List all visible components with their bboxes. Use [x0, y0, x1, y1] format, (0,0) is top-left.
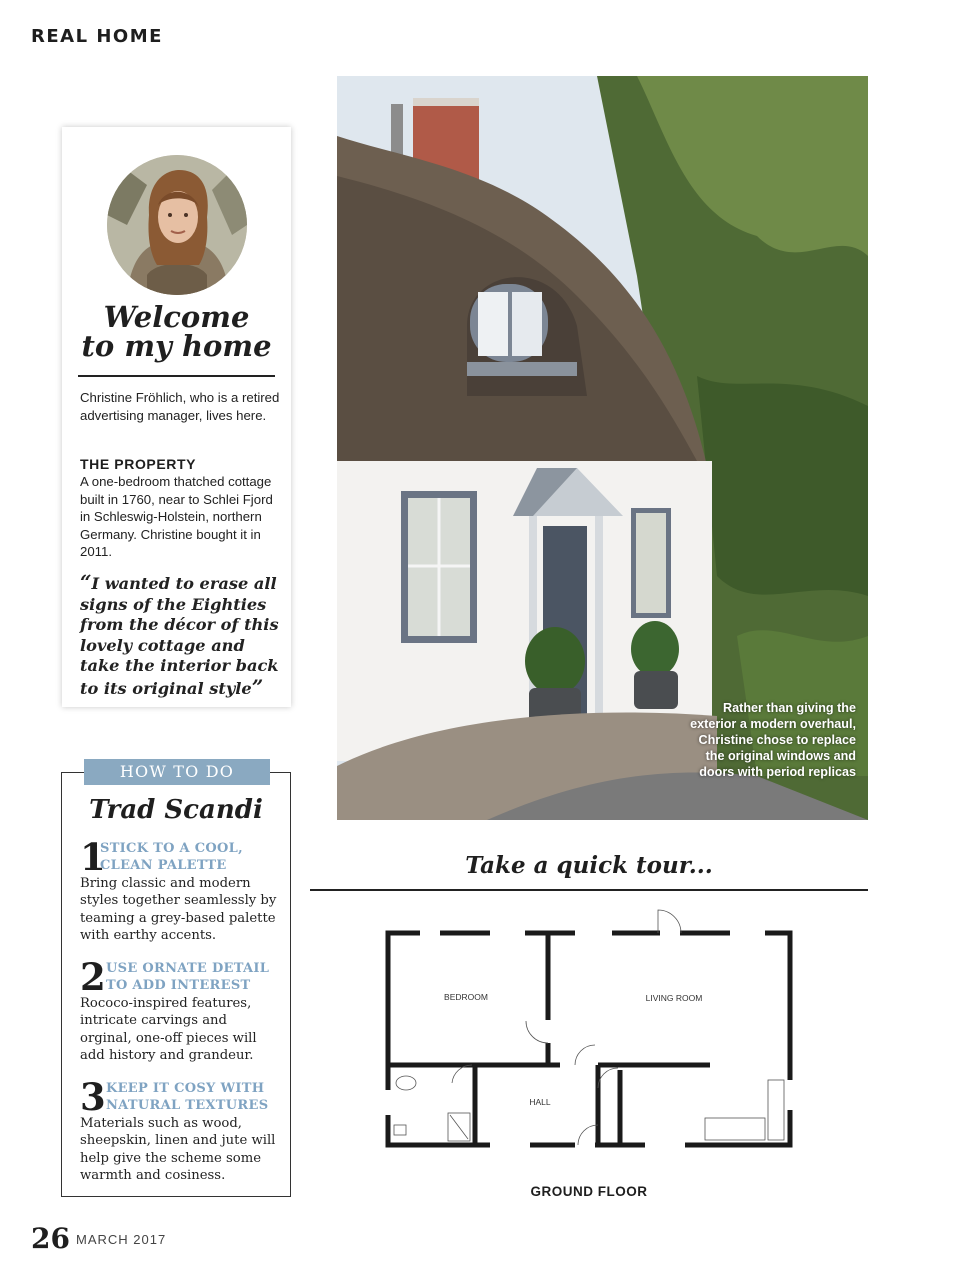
floor-plan	[380, 905, 800, 1155]
tour-title: Take a quick tour...	[465, 852, 713, 879]
tip-item	[80, 1075, 280, 1184]
cottage-photo	[337, 76, 868, 820]
tip-number: 1	[80, 835, 106, 879]
floor-caption: GROUND FLOOR	[530, 1184, 648, 1199]
welcome-title	[62, 300, 291, 363]
tip-text: Materials such as wood, sheepskin, linen and jute will help give the scheme some warmth and cosiness.	[80, 1116, 276, 1183]
tip-number: 3	[80, 1075, 106, 1119]
intro-text: Christine Fröhlich, who is a retired advertising manager, lives here.	[80, 390, 280, 423]
divider	[310, 889, 868, 891]
avatar	[107, 155, 247, 295]
welcome-title-line1: Welcome	[103, 300, 250, 334]
property-text: A one-bedroom thatched cottage built in 1760, near to Schlei Fjord in Schleswig-Holstein, northern Germany. Christine bought it in 2011.	[80, 474, 273, 559]
avatar-portrait	[107, 155, 247, 295]
howto-label: HOW TO DO	[84, 759, 270, 785]
property-heading: THE PROPERTY	[80, 456, 197, 472]
divider	[78, 375, 275, 377]
tip-text: Rococo-inspired features, intricate carvings and orginal, one-off pieces will add history and grandeur.	[80, 996, 257, 1063]
welcome-title-line2: to my home	[81, 329, 272, 363]
quote-text: I wanted to erase all signs of the Eighties from the décor of this lovely cottage and take the interior back to its original style	[80, 574, 279, 698]
tip-title: USE ORNATE DETAIL TO ADD INTEREST	[106, 961, 270, 993]
tip-number: 2	[80, 955, 106, 999]
quote-close-mark: ”	[251, 674, 264, 699]
room-label-living: LIVING ROOM	[645, 993, 703, 1003]
howto-title: Trad Scandi	[89, 795, 263, 825]
page-number: 26	[31, 1222, 70, 1255]
photo-caption: Rather than giving the exterior a modern overhaul, Christine chose to replace the original windows and doors with period replicas	[690, 701, 856, 779]
section-label: REAL HOME	[31, 26, 163, 47]
quote-open-mark: “	[80, 570, 92, 594]
tip-title: KEEP IT COSY WITH NATURAL TEXTURES	[106, 1081, 269, 1113]
tip-text: Bring classic and modern styles together seamlessly by teaming a grey-based palette with earthy accents.	[80, 876, 277, 943]
tip-item	[80, 835, 280, 944]
issue-date: MARCH 2017	[76, 1232, 167, 1247]
pull-quote	[80, 572, 285, 699]
room-label-hall: HALL	[529, 1097, 551, 1107]
howto-box	[61, 762, 291, 1197]
room-label-bedroom: BEDROOM	[444, 992, 488, 1002]
tip-title: STICK TO A COOL, CLEAN PALETTE	[100, 841, 243, 873]
welcome-card	[62, 127, 291, 707]
tip-item	[80, 955, 280, 1064]
